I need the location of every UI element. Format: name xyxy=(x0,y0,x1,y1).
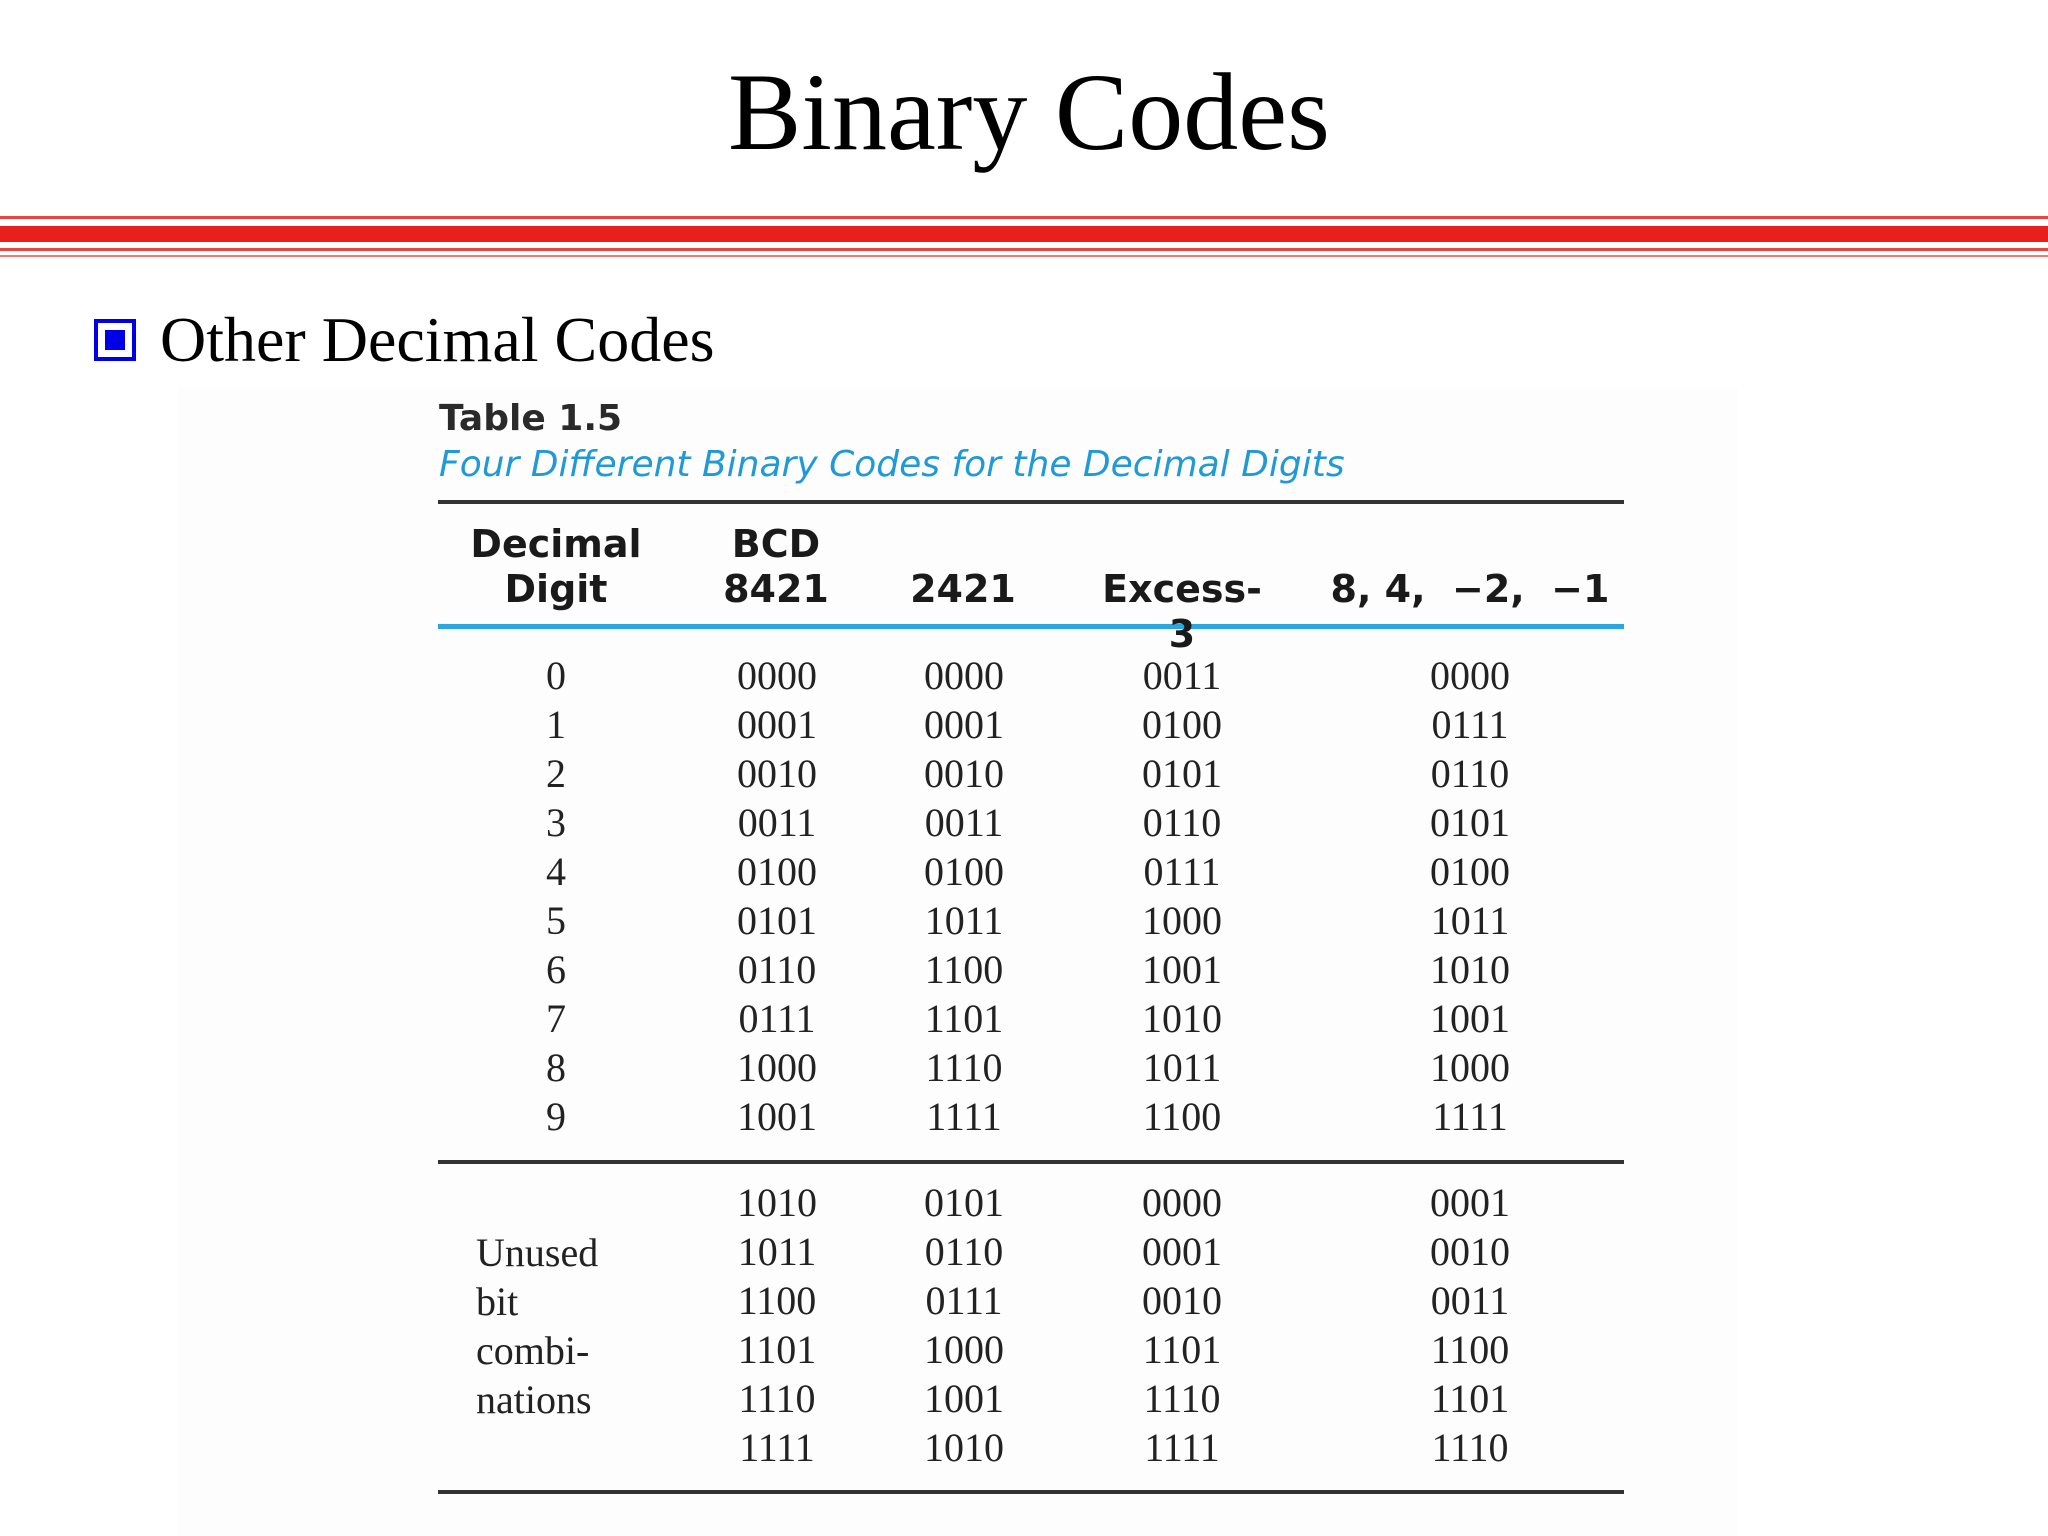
decimal-digit-cell: 8 xyxy=(546,1045,566,1090)
code-cell: 0100 xyxy=(1142,702,1222,747)
code-cell: 1000 xyxy=(1430,1045,1510,1090)
code-cell: 0100 xyxy=(924,849,1004,894)
unused-code-cell: 0011 xyxy=(1430,1278,1510,1323)
unused-code-cell: 1110 xyxy=(1143,1376,1221,1421)
code-cell: 1111 xyxy=(926,1094,1002,1139)
code-cell: 0000 xyxy=(1430,653,1510,698)
code-cell: 1011 xyxy=(1430,898,1510,943)
slide-title: Binary Codes xyxy=(728,51,1330,173)
unused-code-cell: 1110 xyxy=(1431,1425,1509,1470)
table-number: Table 1.5 xyxy=(439,398,623,439)
unused-code-cell: 1010 xyxy=(737,1180,817,1225)
unused-label-line: bit xyxy=(476,1279,519,1324)
code-cell: 0101 xyxy=(1430,800,1510,845)
code-cell: 0111 xyxy=(738,996,816,1041)
table-bottom-rule xyxy=(438,1490,1624,1494)
header-excess-3: Excess-3 xyxy=(1102,567,1262,656)
code-cell: 1001 xyxy=(1142,947,1222,992)
code-cell: 1011 xyxy=(1142,1045,1222,1090)
code-cell: 0011 xyxy=(924,800,1004,845)
header-bcd-line2: 8421 xyxy=(723,567,829,611)
code-cell: 0010 xyxy=(924,751,1004,796)
unused-code-cell: 0010 xyxy=(1430,1229,1510,1274)
header-8-4-neg2-neg1: 8, 4, −2, −1 xyxy=(1330,567,1610,611)
header-decimal-line1: Decimal xyxy=(470,522,642,566)
decimal-digit-cell: 3 xyxy=(546,800,566,845)
unused-code-cell: 1100 xyxy=(737,1278,817,1323)
code-cell: 0110 xyxy=(737,947,817,992)
unused-code-cell: 1000 xyxy=(924,1327,1004,1372)
bullet-item xyxy=(94,300,715,380)
unused-code-cell: 0111 xyxy=(925,1278,1003,1323)
unused-code-cell: 1111 xyxy=(1144,1425,1220,1470)
decimal-digit-cell: 7 xyxy=(546,996,566,1041)
code-cell: 0011 xyxy=(737,800,817,845)
decimal-digit-cell: 0 xyxy=(546,653,566,698)
unused-code-cell: 1010 xyxy=(924,1425,1004,1470)
unused-code-cell: 1101 xyxy=(737,1327,817,1372)
code-cell: 0111 xyxy=(1143,849,1221,894)
unused-code-cell: 1001 xyxy=(924,1376,1004,1421)
bullet-text: Other Decimal Codes xyxy=(160,304,715,375)
code-cell: 0101 xyxy=(1142,751,1222,796)
table-section-rule xyxy=(438,1160,1624,1164)
code-cell: 1101 xyxy=(924,996,1004,1041)
code-cell: 1111 xyxy=(1432,1094,1508,1139)
code-cell: 0111 xyxy=(1431,702,1509,747)
title-divider-line xyxy=(0,216,2048,219)
unused-code-cell: 0001 xyxy=(1142,1229,1222,1274)
unused-code-cell: 0101 xyxy=(924,1180,1004,1225)
unused-combinations-label xyxy=(476,1228,598,1424)
decimal-digit-cell: 6 xyxy=(546,947,566,992)
unused-label-line: combi- xyxy=(476,1328,590,1373)
code-cell: 0110 xyxy=(1430,751,1510,796)
unused-code-cell: 1100 xyxy=(1430,1327,1510,1372)
unused-label-line: Unused xyxy=(476,1230,599,1275)
code-cell: 0100 xyxy=(737,849,817,894)
title-divider-line xyxy=(0,248,2048,251)
code-cell: 0000 xyxy=(924,653,1004,698)
unused-code-cell: 0000 xyxy=(1142,1180,1222,1225)
code-cell: 1011 xyxy=(924,898,1004,943)
code-cell: 0010 xyxy=(737,751,817,796)
header-bcd-8421 xyxy=(706,522,846,612)
unused-code-cell: 1011 xyxy=(737,1229,817,1274)
code-cell: 1100 xyxy=(1142,1094,1222,1139)
unused-code-cell: 1101 xyxy=(1142,1327,1222,1372)
code-cell: 1010 xyxy=(1142,996,1222,1041)
header-bcd-line1: BCD xyxy=(731,522,821,566)
header-decimal-digit xyxy=(456,522,656,612)
square-bullet-icon xyxy=(94,319,136,361)
decimal-digit-cell: 2 xyxy=(546,751,566,796)
unused-code-cell: 1111 xyxy=(739,1425,815,1470)
code-cell: 1110 xyxy=(925,1045,1003,1090)
table-header-rule xyxy=(438,624,1624,629)
header-2421: 2421 xyxy=(910,567,1016,611)
code-cell: 1001 xyxy=(737,1094,817,1139)
decimal-digit-cell: 9 xyxy=(546,1094,566,1139)
unused-code-cell: 0110 xyxy=(924,1229,1004,1274)
code-cell: 0000 xyxy=(737,653,817,698)
decimal-digit-cell: 1 xyxy=(546,702,566,747)
decimal-digit-cell: 5 xyxy=(546,898,566,943)
code-cell: 0011 xyxy=(1142,653,1222,698)
title-divider-line xyxy=(0,255,2048,257)
unused-code-cell: 0001 xyxy=(1430,1180,1510,1225)
decimal-digit-cell: 4 xyxy=(546,849,566,894)
header-decimal-line2: Digit xyxy=(504,567,608,611)
code-cell: 1100 xyxy=(924,947,1004,992)
unused-code-cell: 0010 xyxy=(1142,1278,1222,1323)
code-cell: 0101 xyxy=(737,898,817,943)
table-title: Four Different Binary Codes for the Decimal Digits xyxy=(439,444,1345,485)
title-divider-bar xyxy=(0,226,2048,242)
code-cell: 0001 xyxy=(737,702,817,747)
code-cell: 0110 xyxy=(1142,800,1222,845)
code-cell: 1000 xyxy=(737,1045,817,1090)
unused-code-cell: 1110 xyxy=(738,1376,816,1421)
table-top-rule xyxy=(438,500,1624,504)
unused-label-line: nations xyxy=(476,1377,592,1422)
code-cell: 1001 xyxy=(1430,996,1510,1041)
code-cell: 0100 xyxy=(1430,849,1510,894)
code-cell: 1000 xyxy=(1142,898,1222,943)
unused-code-cell: 1101 xyxy=(1430,1376,1510,1421)
code-cell: 0001 xyxy=(924,702,1004,747)
code-cell: 1010 xyxy=(1430,947,1510,992)
